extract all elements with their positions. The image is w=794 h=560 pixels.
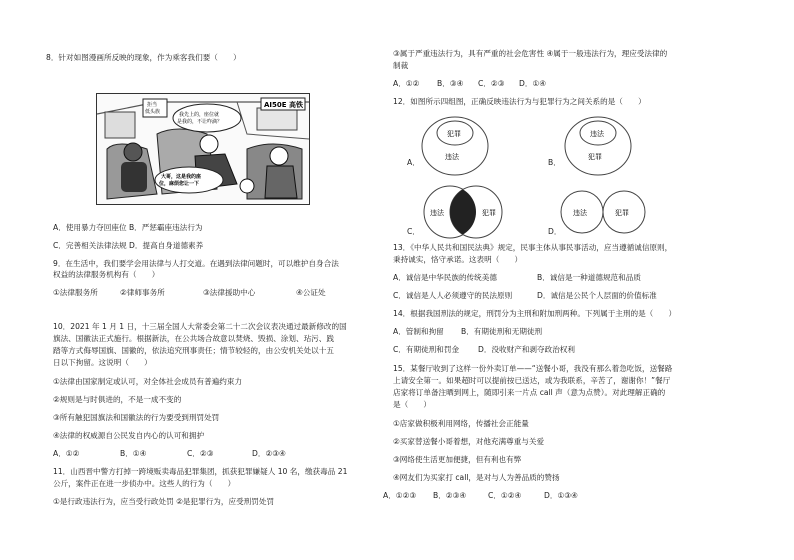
- q15-answer-b: B．②③④: [433, 491, 467, 500]
- venn-b: [563, 115, 633, 177]
- q10-answer-d: D．②③④: [252, 449, 286, 458]
- q9-option-2: ②律师事务所: [120, 288, 165, 297]
- q14-option-c: C．有期徒刑和罚金: [393, 345, 460, 354]
- q15-option-2: ②买家替送餐小哥着想，对他充满尊重与关爱: [393, 437, 545, 446]
- q8-stem: 8．针对如图漫画所反映的现象，作为乘客我们要（ ）: [46, 53, 241, 62]
- q10-option-3: ③所有触犯国旗法和国徽法的行为要受到刑罚处罚: [53, 413, 220, 422]
- q9-stem-1: 9．在生活中，我们要学会用法律与人打交道。在遇到法律问题时，可以维护自身合法: [53, 259, 339, 268]
- cartoon-bubble-top: 我先上的，座位就: [179, 112, 220, 118]
- q10-option-1: ①法律由国家制定或认可，对全体社会成员有普遍约束力: [53, 377, 243, 386]
- q11-answer-d: D．①④: [519, 79, 547, 88]
- q10-answer-a: A．①②: [53, 449, 80, 458]
- q11-options-12: ①是行政违法行为，应当受行政处罚 ②是犯罪行为，应受刑罚处罚: [53, 497, 275, 506]
- venn-d-letter: D．: [548, 227, 562, 236]
- venn-c-left: 违法: [430, 209, 444, 217]
- q14-stem: 14．根据我国刑法的规定，刑罚分为主刑和附加刑两种。下列属于主刑的是（ ）: [393, 309, 677, 318]
- venn-d-left: 违法: [573, 209, 587, 217]
- q10-answer-c: C．②③: [187, 449, 214, 458]
- venn-a-inner: 犯罪: [447, 130, 461, 138]
- svg-text:位，麻烦您让一下: 位，麻烦您让一下: [159, 181, 200, 187]
- q11-answer-b: B．③④: [437, 79, 464, 88]
- cartoon-bubble-bottom: 大哥，这是我的座: [161, 174, 202, 180]
- q14-option-a: A．管制和拘留: [393, 327, 444, 336]
- venn-a: [420, 115, 490, 177]
- q15-stem-4: 是（ ）: [393, 400, 431, 409]
- svg-text:是我的，不让咋滴？: 是我的，不让咋滴？: [177, 119, 223, 125]
- q10-stem-4: 日以下拘留。这说明（ ）: [53, 358, 152, 367]
- q10-option-2: ②规则是与时俱进的，不是一成不变的: [53, 395, 182, 404]
- venn-c: [420, 184, 508, 240]
- q9-option-1: ①法律服务所: [53, 288, 98, 297]
- q13-option-a: A．诚信是中华民族的传统美德: [393, 273, 497, 282]
- q9-option-4: ④公证处: [296, 288, 326, 297]
- q15-option-1: ①店家做积极利用网络，传播社会正能量: [393, 419, 529, 428]
- q13-option-d: D．诚信是公民个人层面的价值标准: [537, 291, 657, 300]
- q13-stem-1: 13．《中华人民共和国民法典》规定，民事主体从事民事活动，应当遵循诚信原则，: [393, 243, 673, 252]
- venn-b-outer: 犯罪: [588, 153, 602, 161]
- q11-answer-a: A．①②: [393, 79, 420, 88]
- q10-answer-b: B．①④: [120, 449, 147, 458]
- q14-option-d: D．没收财产和剥夺政治权利: [478, 345, 575, 354]
- q13-option-b: B．诚信是一种道德规范和品质: [537, 273, 641, 282]
- q15-stem-1: 15．某餐厅收到了这样一份外卖订单——“送餐小哥，我没有那么着急吃饭，送餐路: [393, 364, 673, 373]
- q10-option-4: ④法律的权威源自公民发自内心的认可和拥护: [53, 431, 205, 440]
- q11-stem-2: 公斤，案件正在进一步侦办中。这些人的行为（ ）: [53, 479, 236, 488]
- venn-a-outer: 违法: [445, 153, 459, 161]
- venn-d-right: 犯罪: [615, 209, 629, 217]
- q13-stem-2: 秉持诚实，恪守承诺。这表明（ ）: [393, 255, 523, 264]
- cartoon-sign-left: 拒当: [147, 102, 158, 108]
- venn-b-inner: 违法: [590, 130, 604, 138]
- q10-stem-1: 10．2021 年 1 月 1 日，十三届全国人大常委会第二十二次会议表决通过最新修改的国: [53, 322, 347, 331]
- q15-stem-3: 店家将订单备注晒到网上，随即引来一片点 call 声（意为点赞）。对此理解正确的: [393, 388, 666, 397]
- venn-b-letter: B．: [548, 158, 561, 167]
- q12-stem: 12．如图所示四组图，正确反映违法行为与犯罪行为之间关系的是（ ）: [393, 97, 646, 106]
- q10-stem-2: 旗法、国徽法正式施行。根据新法，在公共场合故意以焚烧、毁损、涂划、玷污、践: [53, 334, 334, 343]
- q15-answer-a: A．①②③: [383, 491, 417, 500]
- q14-option-b: B．有期徒刑和无期徒刑: [461, 327, 543, 336]
- q11-options-34-1: ③属于严重违法行为，具有严重的社会危害性 ④属于一般违法行为，理应受法律的: [393, 49, 668, 58]
- q15-stem-2: 上请安全第一。如果超时可以提前按已送达，或为我联系，辛苦了，谢谢你！”餐厅: [393, 376, 671, 385]
- q8-options-cd: C．完善相关法律法规 D．提高自身道德素养: [53, 241, 204, 250]
- q11-options-34-2: 制裁: [393, 61, 409, 70]
- q9-stem-2: 权益的法律服务机构有（ ）: [53, 270, 160, 279]
- q13-option-c: C．诚信是人人必须遵守的民法原则: [393, 291, 513, 300]
- venn-c-letter: C．: [407, 227, 420, 236]
- cartoon-drawing: [97, 94, 309, 204]
- venn-a-letter: A．: [407, 158, 420, 167]
- q11-stem-1: 11．山西晋中警方打掉一跨境贩卖毒品犯罪集团，抓获犯罪嫌疑人 10 名，缴获毒品 21: [53, 467, 348, 476]
- q8-options-ab: A．使用暴力夺回座位 B．严惩霸座违法行为: [53, 223, 203, 232]
- q15-option-4: ④网友们为买家打 call，是对与人为善品质的赞扬: [393, 473, 560, 482]
- q15-option-3: ③网络使生活更加便捷，但有利也有弊: [393, 455, 522, 464]
- venn-c-right: 犯罪: [482, 209, 496, 217]
- q9-option-3: ③法律援助中心: [203, 288, 256, 297]
- q10-stem-3: 踏等方式侮辱国旗、国徽的，依法追究刑事责任；情节较轻的，由公安机关处以十五: [53, 346, 334, 355]
- q15-answer-c: C．①②④: [488, 491, 522, 500]
- q8-cartoon: [96, 93, 310, 205]
- q15-answer-d: D．①③④: [544, 491, 578, 500]
- venn-d: [560, 184, 646, 240]
- cartoon-sign-right: AI50E 高铁: [264, 101, 303, 109]
- svg-text:低头族: 低头族: [145, 109, 161, 115]
- q11-answer-c: C．②③: [478, 79, 505, 88]
